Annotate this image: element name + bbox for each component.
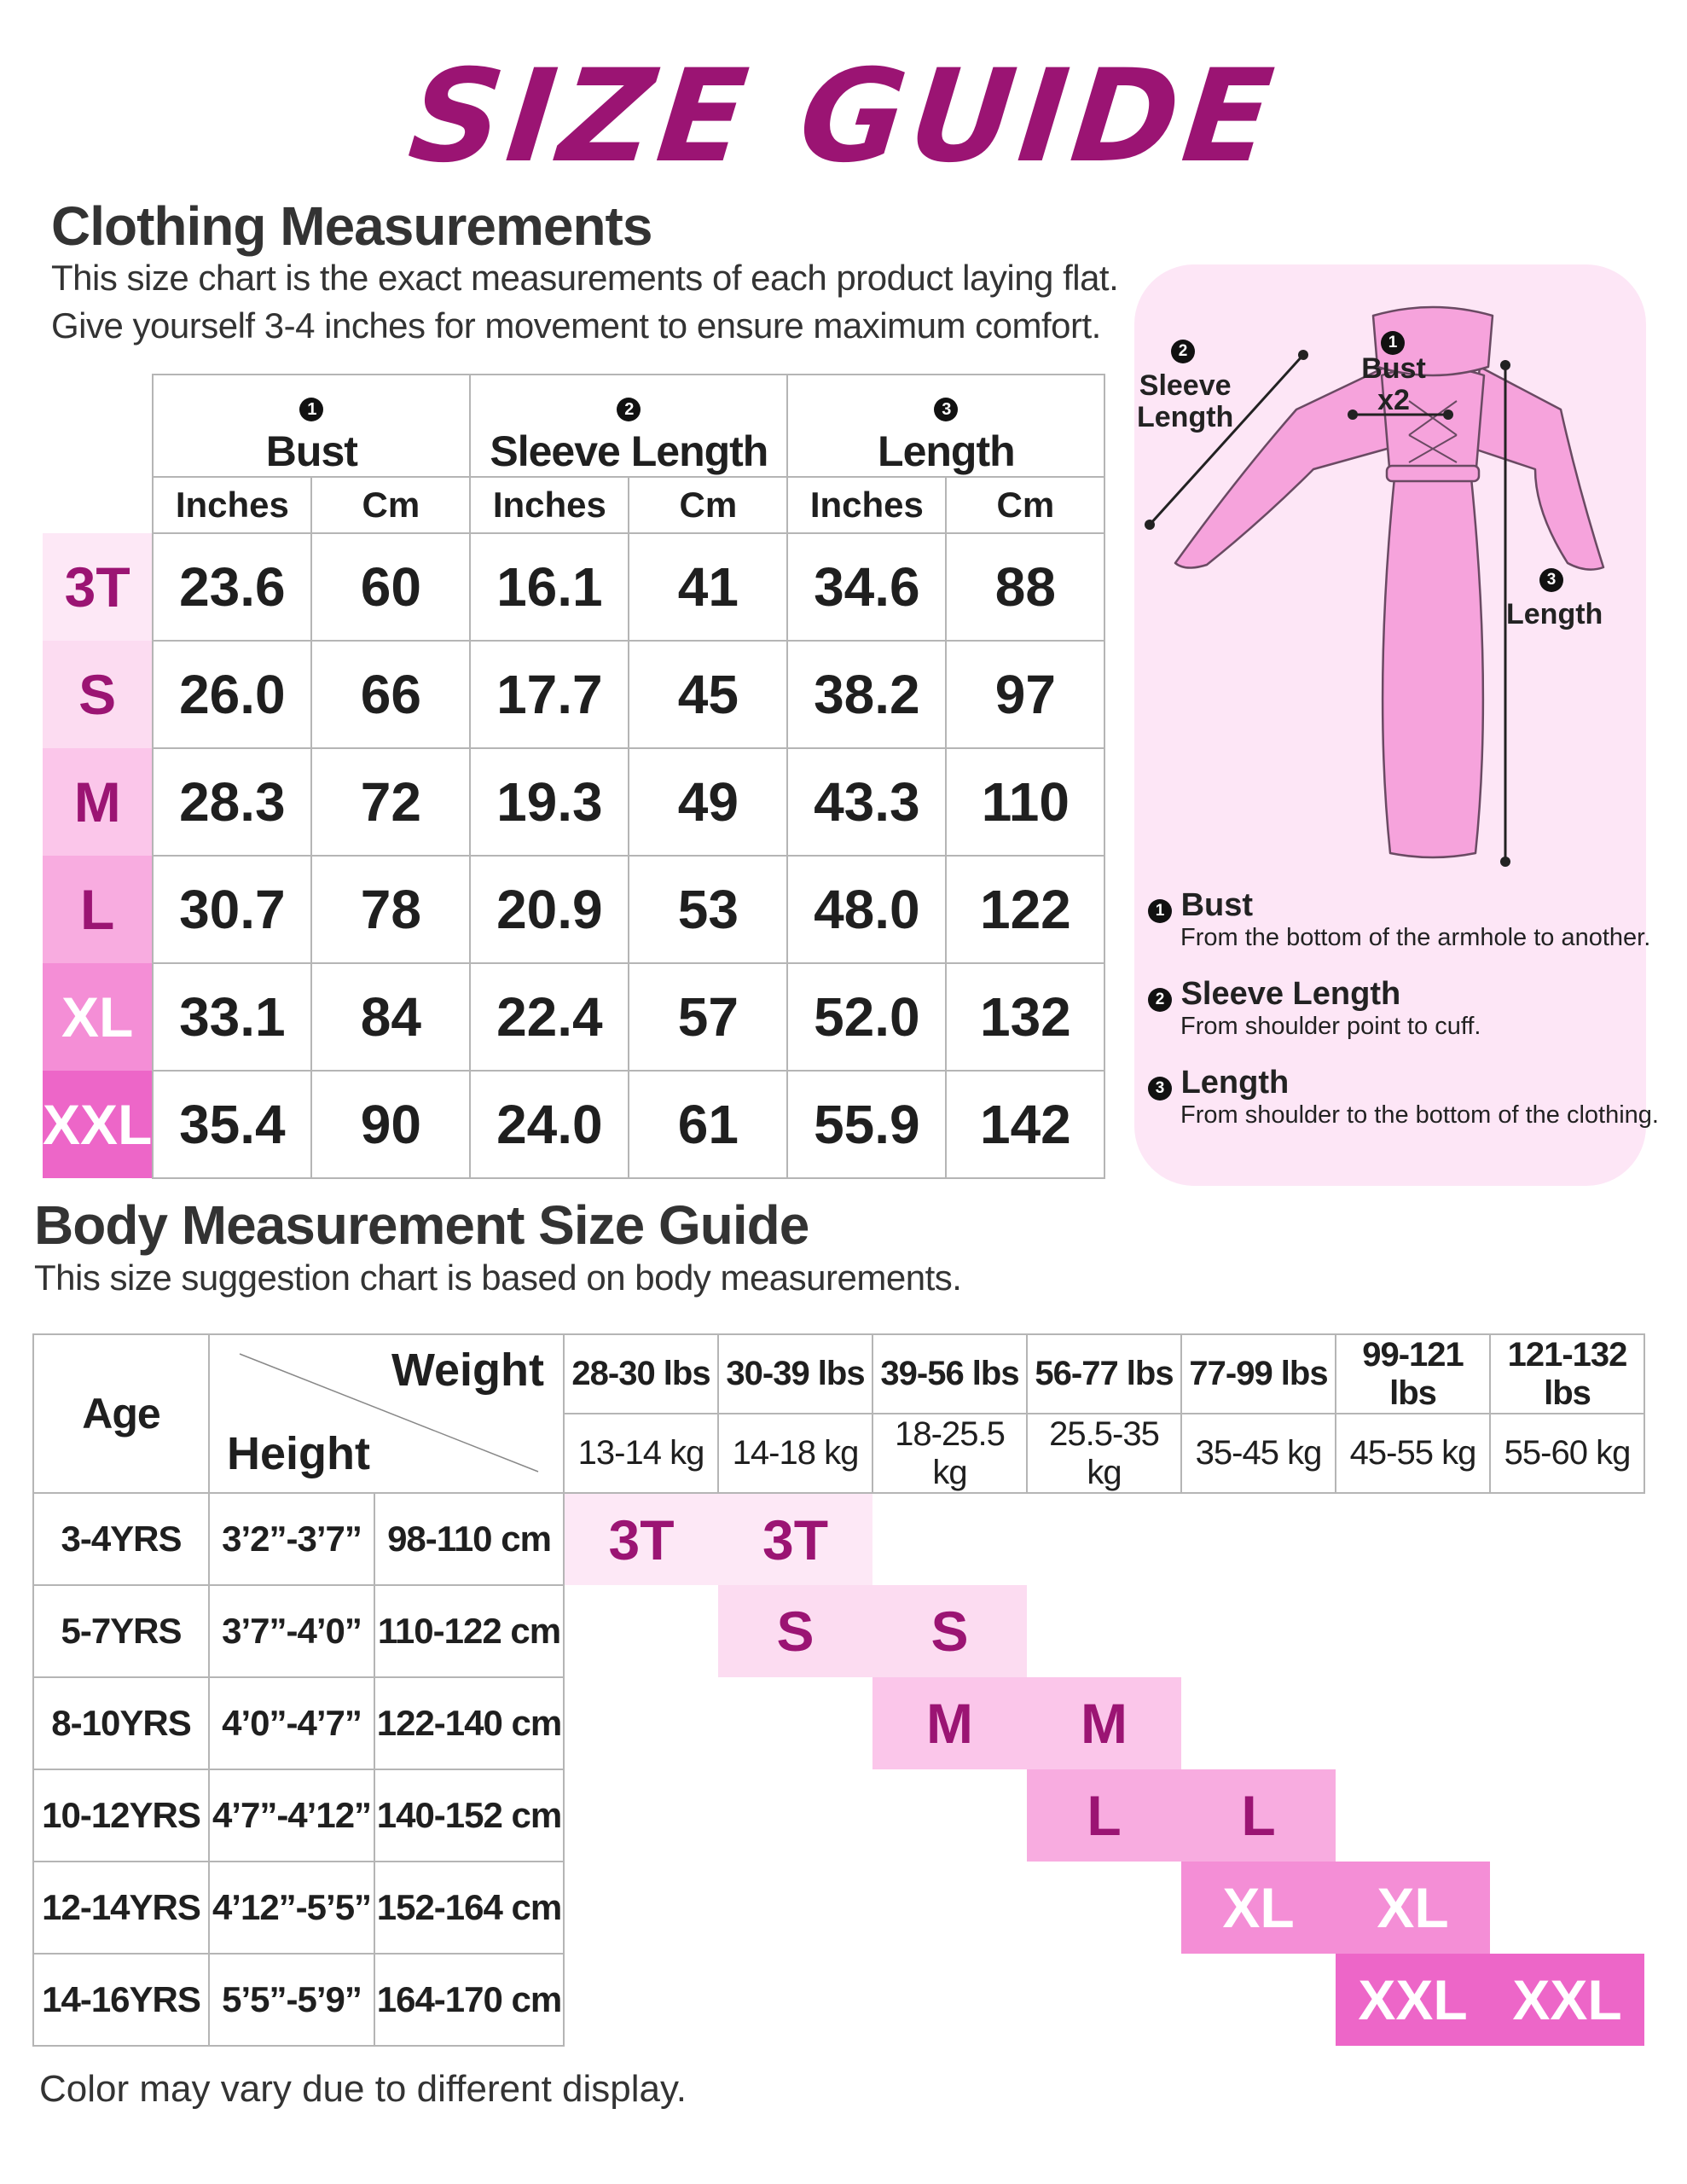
table-row xyxy=(33,1493,1644,1585)
legend-bust-badge: 1 xyxy=(1148,899,1172,923)
height-cm-cell: 122-140 cm xyxy=(374,1677,564,1769)
size-label: XXL xyxy=(43,1071,153,1178)
age-cell: 12-14YRS xyxy=(33,1862,209,1954)
sleeve-inches: 17.7 xyxy=(470,641,629,748)
table-row xyxy=(43,533,1104,641)
weight-lbs-col: 56-77 lbs xyxy=(1027,1334,1181,1414)
sleeve-measure-end xyxy=(1298,350,1308,360)
unit-cm: Cm xyxy=(311,477,470,533)
height-cm-cell: 164-170 cm xyxy=(374,1954,564,2046)
length-cm: 132 xyxy=(946,963,1104,1071)
weight-kg-col: 18-25.5 kg xyxy=(872,1414,1027,1493)
sleeve-number-badge: 2 xyxy=(617,398,641,421)
legend-length-badge: 3 xyxy=(1148,1077,1172,1101)
length-measure-end xyxy=(1500,857,1510,867)
unit-inches: Inches xyxy=(153,477,311,533)
bust-number-badge: 1 xyxy=(299,398,323,421)
length-cm: 122 xyxy=(946,856,1104,963)
size-cell: S xyxy=(718,1585,872,1677)
bust-cm: 84 xyxy=(311,963,470,1071)
unit-cm: Cm xyxy=(946,477,1104,533)
bust-inches: 33.1 xyxy=(153,963,311,1071)
height-cm-cell: 98-110 cm xyxy=(374,1493,564,1585)
page-title: SIZE GUIDE xyxy=(403,43,1284,191)
body-size-table xyxy=(32,1333,1645,2047)
size-label: 3T xyxy=(43,533,153,641)
height-ft-cell: 4’7”-4’12” xyxy=(209,1769,374,1862)
length-measure-end xyxy=(1500,360,1510,370)
length-label: Length xyxy=(878,427,1015,475)
bust-cm: 66 xyxy=(311,641,470,748)
age-cell: 5-7YRS xyxy=(33,1585,209,1677)
legend-bust-title: Bust xyxy=(1180,887,1254,923)
sleeve-cm: 53 xyxy=(629,856,787,963)
legend-sleeve-title: Sleeve Length xyxy=(1180,976,1401,1012)
height-ft-cell: 3’2”-3’7” xyxy=(209,1493,374,1585)
size-cell: S xyxy=(872,1585,1027,1677)
weight-kg-col: 45-55 kg xyxy=(1336,1414,1490,1493)
length-inches: 48.0 xyxy=(787,856,946,963)
length-diagram-label: Length xyxy=(1506,598,1603,630)
sleeve-inches: 19.3 xyxy=(470,748,629,856)
age-cell: 8-10YRS xyxy=(33,1677,209,1769)
table-row xyxy=(33,1769,1644,1862)
table-row xyxy=(43,963,1104,1071)
age-header: Age xyxy=(33,1334,209,1493)
length-group-header xyxy=(787,375,1104,477)
unit-cm: Cm xyxy=(629,477,787,533)
table-row xyxy=(43,748,1104,856)
length-inches: 38.2 xyxy=(787,641,946,748)
weight-kg-col: 55-60 kg xyxy=(1490,1414,1644,1493)
weight-kg-col: 13-14 kg xyxy=(564,1414,718,1493)
length-inches: 55.9 xyxy=(787,1071,946,1178)
bust-diagram-badge: 1 xyxy=(1381,331,1405,355)
height-cm-cell: 110-122 cm xyxy=(374,1585,564,1677)
weight-kg-col: 35-45 kg xyxy=(1181,1414,1336,1493)
length-cm: 110 xyxy=(946,748,1104,856)
weight-kg-col: 25.5-35 kg xyxy=(1027,1414,1181,1493)
table-row xyxy=(43,856,1104,963)
bust-inches: 26.0 xyxy=(153,641,311,748)
legend-length-title: Length xyxy=(1180,1065,1290,1101)
size-label: M xyxy=(43,748,153,856)
table-row xyxy=(33,1954,1644,2046)
clothing-table xyxy=(43,374,1105,1179)
length-badge-wrap xyxy=(1539,568,1564,592)
height-cm-cell: 140-152 cm xyxy=(374,1769,564,1862)
bust-inches: 30.7 xyxy=(153,856,311,963)
size-cell: L xyxy=(1027,1769,1181,1862)
age-cell: 3-4YRS xyxy=(33,1493,209,1585)
blank-corner xyxy=(43,375,153,533)
sleeve-diagram-label-line2: Length xyxy=(1137,401,1234,433)
length-cm: 142 xyxy=(946,1071,1104,1178)
size-label: L xyxy=(43,856,153,963)
height-ft-cell: 4’12”-5’5” xyxy=(209,1862,374,1954)
legend-bust xyxy=(1148,887,1650,952)
bust-label: Bust xyxy=(265,427,357,475)
legend-sleeve-badge: 2 xyxy=(1148,988,1172,1012)
weight-lbs-col: 77-99 lbs xyxy=(1181,1334,1336,1414)
height-label: Height xyxy=(227,1428,370,1479)
height-ft-cell: 4’0”-4’7” xyxy=(209,1677,374,1769)
sleeve-cm: 61 xyxy=(629,1071,787,1178)
sleeve-diagram-label-line1: Sleeve xyxy=(1139,369,1232,402)
sleeve-inches: 22.4 xyxy=(470,963,629,1071)
table-row xyxy=(33,1585,1644,1677)
table-row xyxy=(43,641,1104,748)
size-cell: 3T xyxy=(564,1493,718,1585)
sleeve-group-header xyxy=(470,375,787,477)
weight-height-header xyxy=(209,1334,564,1493)
bust-cm: 60 xyxy=(311,533,470,641)
length-diagram-badge: 3 xyxy=(1539,568,1563,592)
legend-bust-desc: From the bottom of the armhole to another. xyxy=(1180,924,1651,951)
table-row xyxy=(43,1071,1104,1178)
footer-note: Color may vary due to different display. xyxy=(39,2068,687,2110)
legend-sleeve-desc: From shoulder point to cuff. xyxy=(1180,1013,1481,1040)
size-cell: M xyxy=(1027,1677,1181,1769)
sleeve-cm: 45 xyxy=(629,641,787,748)
bust-cm: 90 xyxy=(311,1071,470,1178)
bust-diagram-label-line2: x2 xyxy=(1377,384,1410,416)
bust-inches: 35.4 xyxy=(153,1071,311,1178)
bust-measure-end xyxy=(1443,410,1453,420)
bust-inches: 28.3 xyxy=(153,748,311,856)
bust-cm: 78 xyxy=(311,856,470,963)
length-inches: 52.0 xyxy=(787,963,946,1071)
bust-diagram-label-line1: Bust xyxy=(1361,352,1426,385)
weight-lbs-col: 39-56 lbs xyxy=(872,1334,1027,1414)
height-ft-cell: 5’5”-5’9” xyxy=(209,1954,374,2046)
sleeve-badge-wrap xyxy=(1170,340,1196,363)
size-cell: XXL xyxy=(1490,1954,1644,2046)
bust-cm: 72 xyxy=(311,748,470,856)
size-cell: 3T xyxy=(718,1493,872,1585)
size-label: XL xyxy=(43,963,153,1071)
weight-label: Weight xyxy=(391,1345,544,1396)
weight-lbs-col: 28-30 lbs xyxy=(564,1334,718,1414)
length-number-badge: 3 xyxy=(934,398,958,421)
sleeve-diagram-badge: 2 xyxy=(1171,340,1195,363)
legend-sleeve xyxy=(1148,976,1481,1041)
weight-lbs-col: 30-39 lbs xyxy=(718,1334,872,1414)
sleeve-diagram-label xyxy=(1137,370,1233,433)
bust-group-header xyxy=(153,375,470,477)
bust-diagram-label xyxy=(1361,353,1426,416)
sleeve-inches: 16.1 xyxy=(470,533,629,641)
size-label: S xyxy=(43,641,153,748)
table-row xyxy=(33,1677,1644,1769)
size-cell: XL xyxy=(1336,1862,1490,1954)
length-inches: 34.6 xyxy=(787,533,946,641)
height-cm-cell: 152-164 cm xyxy=(374,1862,564,1954)
body-heading: Body Measurement Size Guide xyxy=(34,1194,809,1256)
sleeve-label: Sleeve Length xyxy=(490,427,768,475)
sleeve-inches: 20.9 xyxy=(470,856,629,963)
table-row xyxy=(33,1862,1644,1954)
clothing-desc-1: This size chart is the exact measurements of each product laying flat. xyxy=(51,258,1119,298)
bust-inches: 23.6 xyxy=(153,533,311,641)
sleeve-cm: 41 xyxy=(629,533,787,641)
legend-length xyxy=(1148,1065,1659,1130)
bust-measure-end xyxy=(1348,410,1358,420)
weight-lbs-col: 121-132 lbs xyxy=(1490,1334,1644,1414)
height-ft-cell: 3’7”-4’0” xyxy=(209,1585,374,1677)
size-cell: M xyxy=(872,1677,1027,1769)
length-cm: 97 xyxy=(946,641,1104,748)
body-desc: This size suggestion chart is based on body measurements. xyxy=(34,1258,962,1298)
size-cell: XL xyxy=(1181,1862,1336,1954)
age-cell: 10-12YRS xyxy=(33,1769,209,1862)
length-cm: 88 xyxy=(946,533,1104,641)
size-cell: XXL xyxy=(1336,1954,1490,2046)
sleeve-inches: 24.0 xyxy=(470,1071,629,1178)
size-cell: L xyxy=(1181,1769,1336,1862)
sleeve-cm: 57 xyxy=(629,963,787,1071)
sleeve-measure-end xyxy=(1145,520,1155,530)
legend-length-desc: From shoulder to the bottom of the clothing. xyxy=(1180,1101,1659,1129)
clothing-heading: Clothing Measurements xyxy=(51,195,652,257)
age-cell: 14-16YRS xyxy=(33,1954,209,2046)
weight-lbs-col: 99-121 lbs xyxy=(1336,1334,1490,1414)
weight-kg-col: 14-18 kg xyxy=(718,1414,872,1493)
bust-badge-wrap xyxy=(1380,331,1406,355)
unit-inches: Inches xyxy=(787,477,946,533)
length-inches: 43.3 xyxy=(787,748,946,856)
clothing-desc-2: Give yourself 3-4 inches for movement to ensure maximum comfort. xyxy=(51,305,1101,346)
unit-inches: Inches xyxy=(470,477,629,533)
sleeve-cm: 49 xyxy=(629,748,787,856)
